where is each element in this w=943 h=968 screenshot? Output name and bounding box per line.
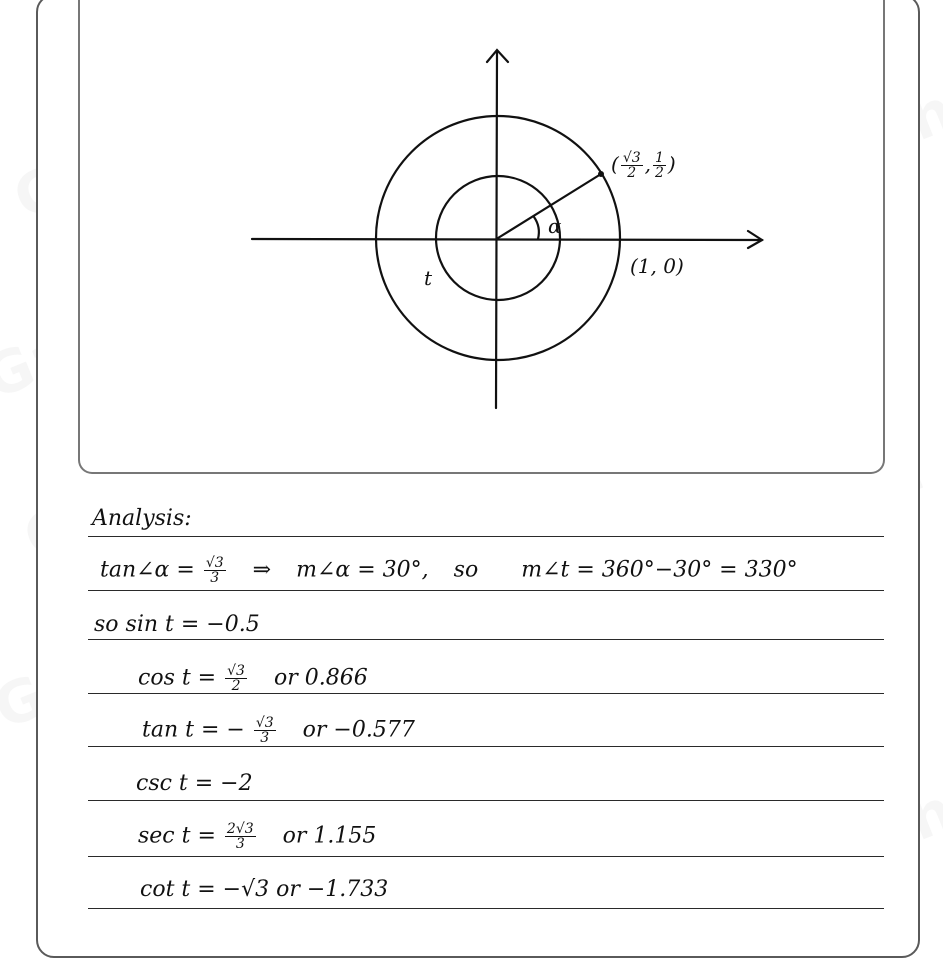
analysis-line-sin: so sin t = −0.5 — [94, 612, 260, 637]
analysis-line-cos: cos t = $\frac{√3}{2}$ or 0.866 — [138, 663, 368, 694]
point-y-denominator: 2 — [655, 165, 664, 181]
t-label: t — [424, 266, 433, 290]
point-x-denominator: 2 — [627, 165, 637, 181]
point-label: ( $\frac{√3}{2}$ , $\frac{1}{2}$ ) — [611, 150, 676, 181]
tan-numerator: √3 — [255, 715, 274, 731]
rule-line — [88, 590, 884, 591]
analysis-line-csc: csc t = −2 — [136, 771, 253, 796]
rule-line — [88, 856, 884, 857]
analysis-heading: Analysis: — [92, 506, 192, 531]
tan-alpha-denominator: 3 — [210, 570, 220, 586]
rule-line — [88, 536, 884, 537]
cos-numerator: √3 — [227, 663, 245, 679]
alpha-label: α — [548, 214, 562, 238]
point-x-numerator: √3 — [622, 150, 641, 166]
point-y-numerator: 1 — [655, 150, 664, 166]
rule-line — [88, 800, 884, 801]
x-axis — [252, 239, 762, 240]
terminal-point — [598, 171, 604, 177]
rule-line — [88, 639, 884, 640]
rule-line — [88, 908, 884, 909]
analysis-line-cot: cot t = −√3 or −1.733 — [140, 877, 389, 902]
analysis-line-tan: tan t = − $\frac{√3}{3}$ or −0.577 — [142, 715, 415, 746]
analysis-line-tan-alpha: tan∠α = $\frac{√3}{3}$ ⇒ m∠α = 30°, so m∠t = 360°−30° = 330° — [100, 555, 798, 586]
rule-line — [88, 746, 884, 747]
sec-numerator: 2√3 — [226, 821, 254, 837]
tan-alpha-numerator: √3 — [205, 555, 224, 571]
one-zero-label: (1, 0) — [630, 254, 684, 278]
alpha-arc — [534, 217, 539, 239]
cos-denominator: 2 — [231, 678, 241, 694]
tan-denominator: 3 — [260, 730, 270, 746]
rule-line — [88, 693, 884, 694]
y-axis — [496, 52, 497, 408]
analysis-line-sec: sec t = $\frac{2√3}{3}$ or 1.155 — [138, 821, 377, 852]
unit-circle-figure — [0, 0, 943, 480]
sec-denominator: 3 — [235, 836, 245, 852]
